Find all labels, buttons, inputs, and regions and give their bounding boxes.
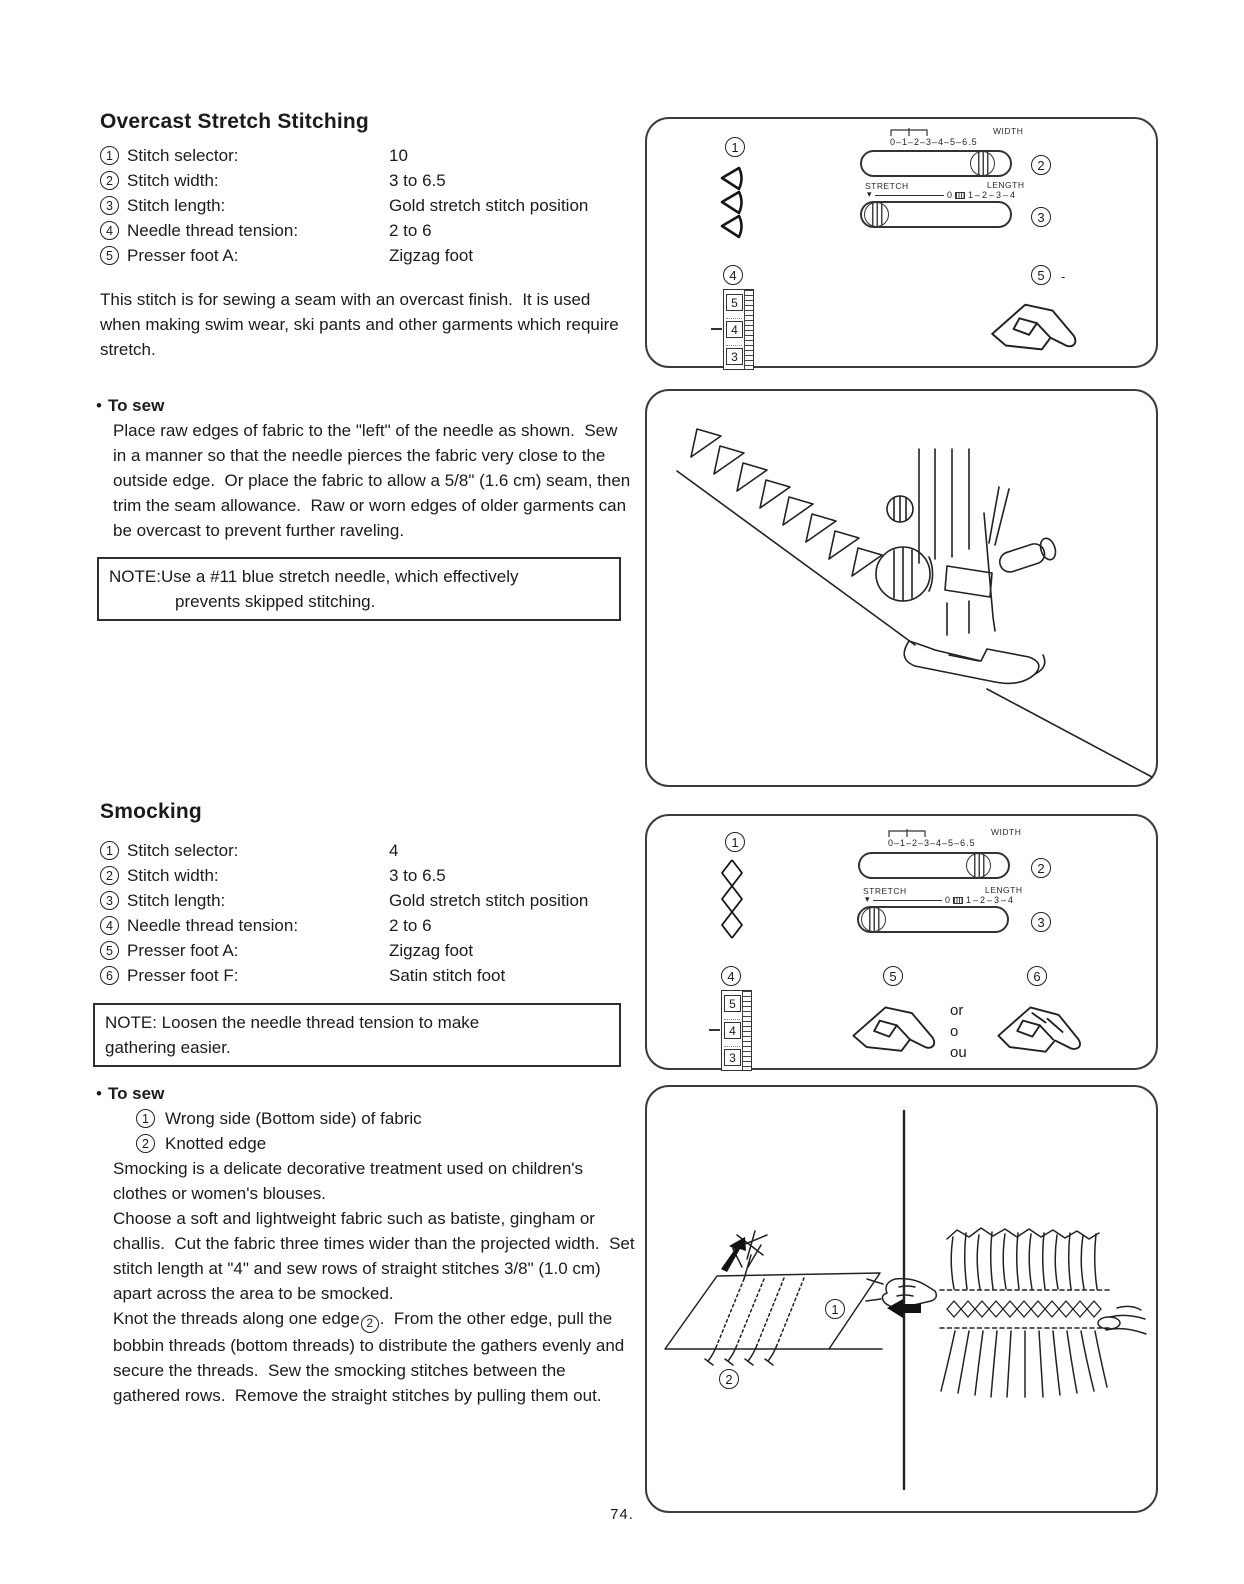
smocking-spec-list	[100, 838, 633, 988]
to-sew-heading: • To sew	[96, 1081, 633, 1106]
callout-2: 2	[1031, 858, 1051, 878]
zigzag-foot-icon	[983, 295, 1083, 363]
length-label: LENGTH	[987, 180, 1025, 190]
stitch-length-dial	[860, 201, 1012, 228]
stitch-length-dial	[857, 906, 1009, 933]
satin-stitch-foot-icon	[985, 998, 1091, 1064]
spec-value: 4	[389, 840, 399, 860]
width-scale: 0–1–2–3–4–5–6.5	[888, 838, 976, 848]
callout-2: 2	[719, 1369, 739, 1389]
callout-5: 5	[883, 966, 903, 986]
spec-value: Zigzag foot	[389, 940, 474, 960]
spec-value: 2 to 6	[389, 915, 432, 935]
note-box-overcast	[97, 557, 621, 621]
stitch-width-dial	[860, 150, 1012, 177]
circled-number: 3	[100, 891, 119, 910]
overcast-to-sew-body: Place raw edges of fabric to the "left" of the needle as shown. Sew in a manner so that the needle pierces the fabric very close to the outside edge. Or place the fabric to allow a 5/8" (1.6 cm) seam, then trim the seam allowance. Raw or worn edges of older garments can be overcast to prevent further raveling.	[113, 421, 635, 540]
legend-text: Wrong side (Bottom side) of fabric	[165, 1108, 422, 1128]
spec-label: Stitch selector:	[127, 145, 239, 165]
circled-number: 2	[100, 171, 119, 190]
scale-bracket-icon	[887, 828, 927, 838]
callout-4: 4	[721, 966, 741, 986]
page-number: 74.	[610, 1506, 634, 1523]
overcast-spec-list	[100, 143, 633, 268]
callout-1: 1	[725, 137, 745, 157]
bullet: •	[96, 1084, 102, 1103]
smocking-steps-panel	[645, 1085, 1158, 1513]
spec-value: Zigzag foot	[389, 245, 474, 265]
note-line: NOTE:Use a #11 blue stretch needle, which effectively	[109, 567, 519, 586]
width-scale: 0–1–2–3–4–5–6.5	[890, 137, 978, 147]
circled-number: 2	[100, 866, 119, 885]
width-label: WIDTH	[993, 126, 1024, 136]
circled-number: 4	[100, 916, 119, 935]
callout-5: 5	[1031, 265, 1051, 285]
smocking-settings-panel	[645, 814, 1158, 1070]
length-dial-knob	[864, 202, 889, 227]
spec-label: Stitch length:	[127, 195, 226, 215]
length-scale: ▾ 0 1–2–3–4	[867, 190, 1017, 200]
to-sew-heading: • To sew	[96, 393, 633, 418]
scale-line	[873, 900, 942, 901]
spec-value: 3 to 6.5	[389, 170, 446, 190]
stretch-label: STRETCH	[865, 181, 909, 191]
section-title-overcast: Overcast Stretch Stitching	[100, 110, 369, 133]
overcast-stitch-pattern-icon	[717, 165, 745, 241]
note-line: gathering easier.	[105, 1038, 231, 1057]
callout-6: 6	[1027, 966, 1047, 986]
callout-4: 4	[723, 265, 743, 285]
spec-label: Stitch length:	[127, 890, 226, 910]
smocking-to-sew	[96, 1081, 640, 1408]
spec-row	[100, 888, 633, 913]
overcast-sewing-illustration-panel	[645, 389, 1158, 787]
length-dial-knob	[861, 907, 886, 932]
machine-foot-illustration	[647, 391, 1156, 785]
stretch-arrow-icon: ▾	[865, 895, 870, 905]
spec-label: Needle thread tension:	[127, 220, 299, 240]
spec-row	[100, 863, 633, 888]
spec-row	[100, 838, 633, 863]
callout-3: 3	[1031, 912, 1051, 932]
spec-label: Stitch selector:	[127, 840, 239, 860]
spec-row	[100, 938, 633, 963]
spec-row	[100, 913, 633, 938]
or-words: or o ou	[950, 1002, 967, 1061]
spec-value: 10	[389, 145, 408, 165]
stretch-label: STRETCH	[863, 886, 907, 896]
spec-label: Presser foot F:	[127, 965, 239, 985]
spec-row	[100, 168, 633, 193]
spec-label: Presser foot A:	[127, 940, 239, 960]
circled-number: 6	[100, 966, 119, 985]
length-scale: ▾ 0 1–2–3–4	[865, 895, 1015, 905]
callout-1: 1	[825, 1299, 845, 1319]
note-box-smocking	[93, 1003, 621, 1067]
smocking-paragraph-1: Smocking is a delicate decorative treatment used on children's clothes or women's blouses.	[113, 1159, 588, 1203]
legend-item	[136, 1106, 633, 1131]
section-title-smocking: Smocking	[100, 800, 202, 823]
callout-3: 3	[1031, 207, 1051, 227]
spec-value: 3 to 6.5	[389, 865, 446, 885]
smocking-paragraph-2: Choose a soft and lightweight fabric such as batiste, gingham or challis. Cut the fabric three times wider than the projected width. Set stitch length at "4" and sew rows of straight stitches 3/8" (1.0 cm) apart across the area to be smocked.	[113, 1209, 640, 1303]
gold-stretch-block	[953, 897, 963, 904]
spec-label: Stitch width:	[127, 865, 219, 885]
circled-number-inline: 2	[361, 1315, 379, 1333]
tension-dial: 5 4 3	[721, 990, 752, 1071]
width-dial-knob	[970, 151, 995, 176]
smocking-fabric-illustration	[647, 1087, 1156, 1511]
legend-text: Knotted edge	[165, 1133, 267, 1153]
width-dial-knob	[966, 853, 991, 878]
spec-row	[100, 143, 633, 168]
note-line: NOTE: Loosen the needle thread tension to make	[105, 1013, 480, 1032]
circled-number: 5	[100, 941, 119, 960]
gold-stretch-block	[955, 192, 965, 199]
circled-number: 5	[100, 246, 119, 265]
callout-1: 1	[725, 832, 745, 852]
spec-value: Gold stretch stitch position	[389, 890, 589, 910]
spec-row	[100, 243, 633, 268]
scale-bracket-icon	[889, 127, 929, 137]
spec-row	[100, 963, 633, 988]
callout-2: 2	[1031, 155, 1051, 175]
zigzag-foot-icon	[843, 998, 943, 1064]
overcast-to-sew	[96, 393, 633, 543]
spec-label: Needle thread tension:	[127, 915, 299, 935]
spec-label: Presser foot A:	[127, 245, 239, 265]
spec-label: Stitch width:	[127, 170, 219, 190]
note-line: prevents skipped stitching.	[175, 592, 376, 611]
bullet: •	[96, 396, 102, 415]
spec-row	[100, 193, 633, 218]
circled-number: 1	[100, 146, 119, 165]
scale-line	[875, 195, 944, 196]
overcast-settings-panel	[645, 117, 1158, 368]
tension-dial: 5 4 3	[723, 289, 754, 370]
spec-value: 2 to 6	[389, 220, 432, 240]
stretch-arrow-icon: ▾	[867, 190, 872, 200]
overcast-intro: This stitch is for sewing a seam with an overcast finish. It is used when making swim wear, ski pants and other garments which require stretch.	[100, 290, 624, 359]
length-label: LENGTH	[985, 885, 1023, 895]
spec-value: Satin stitch foot	[389, 965, 506, 985]
width-label: WIDTH	[991, 827, 1022, 837]
smocking-stitch-pattern-icon	[719, 858, 745, 940]
circled-number: 2	[136, 1134, 155, 1153]
dash-mark: -	[1061, 269, 1066, 284]
circled-number: 1	[136, 1109, 155, 1128]
stitch-width-dial	[858, 852, 1010, 879]
spec-row	[100, 218, 633, 243]
spec-value: Gold stretch stitch position	[389, 195, 589, 215]
legend-item	[136, 1131, 633, 1156]
circled-number: 1	[100, 841, 119, 860]
circled-number: 4	[100, 221, 119, 240]
smocking-paragraph-3: Knot the threads along one edge 2 . From the other edge, pull the bobbin threads (bottom threads) to distribute the gathers evenly and secure the threads. Sew the smocking stitches between the gathered rows. Remove the straight stitches by pulling them out.	[113, 1309, 629, 1405]
circled-number: 3	[100, 196, 119, 215]
